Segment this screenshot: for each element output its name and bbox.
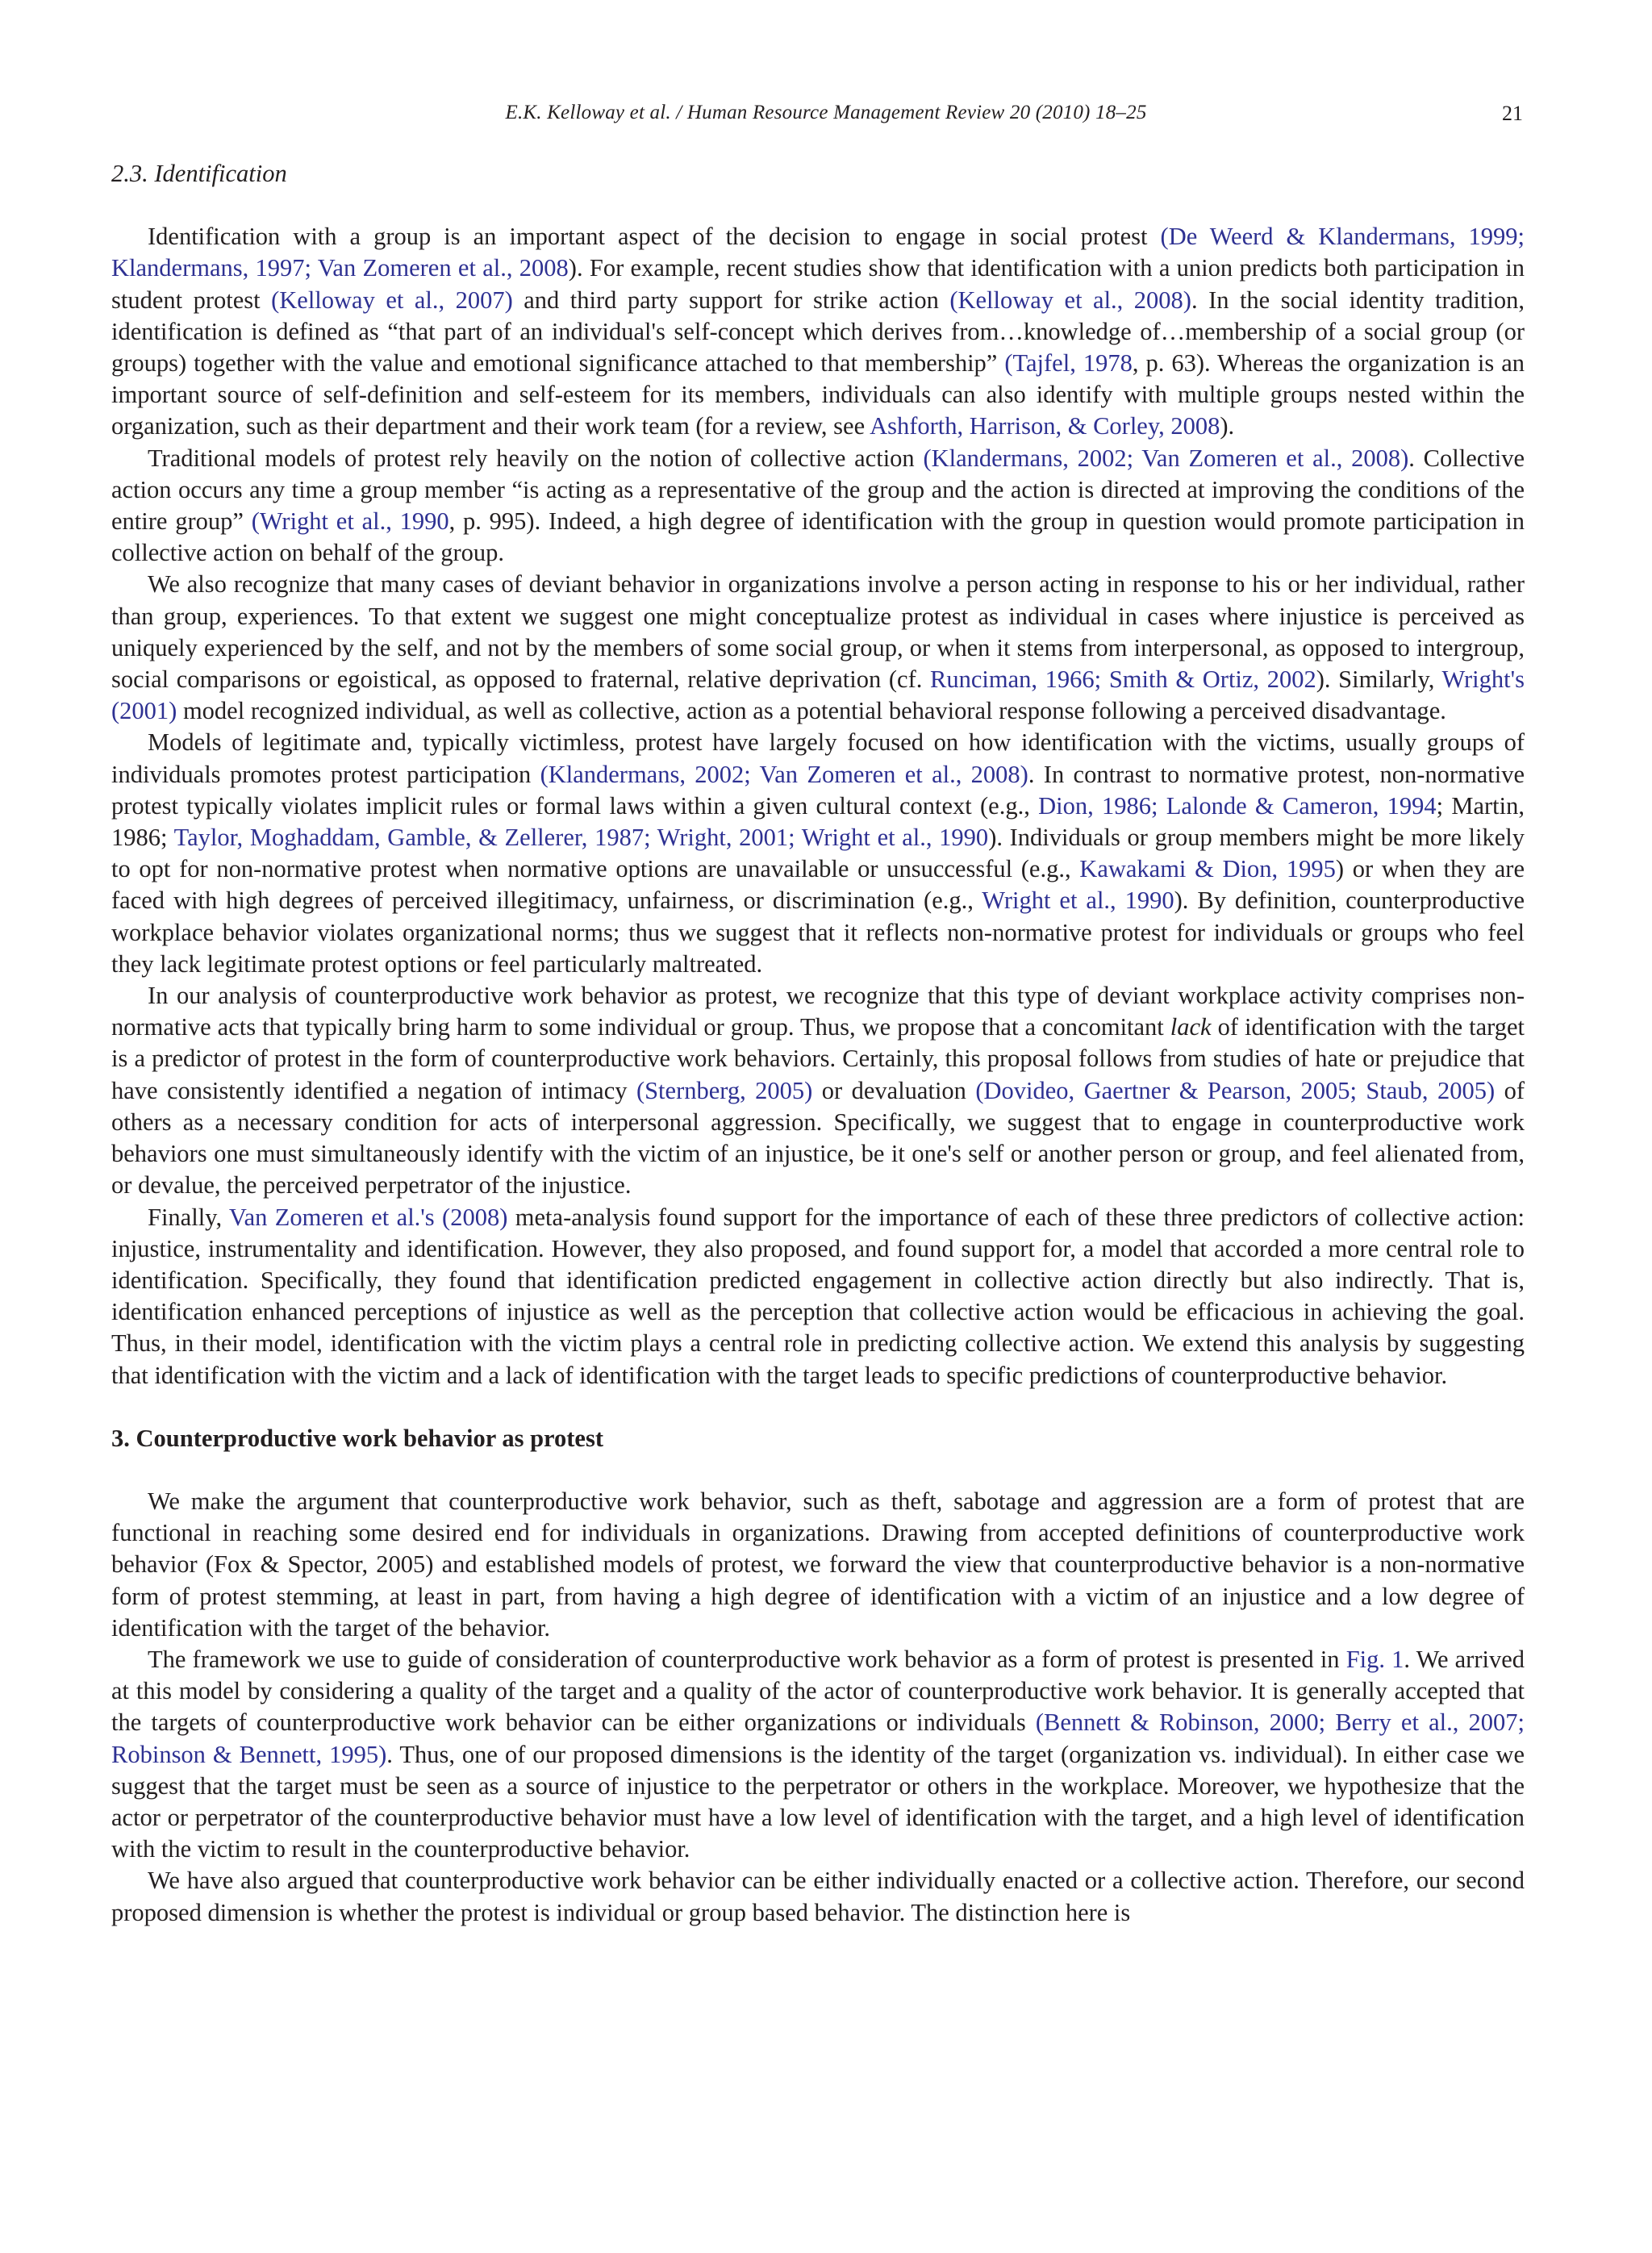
- text-run: . In the social identity tradition, identification is defined as “that part of an individual's self-concept which derives from…knowledge of…membership of a social group (or groups) together with the value and emotional significance attached to that membership”: [111, 286, 1525, 378]
- text-run: meta-analysis found support for the importance of each of these three predictors of collective action: injustice, instrumentality and identification. However, they also proposed, and found support for, a model that accorded a more central role to identification. Specifically, they found that identification predicted engagement in collective action directly but also indirectly. That is, identification enhanced perceptions of injustice as well as the perception that collective action would be efficacious in achieving the goal. Thus, in their model, identification with the victim plays a central role in predicting collective action. We extend this analysis by suggesting that identification with the victim and a lack of identification with the target leads to specific predictions of counterproductive behavior.: [111, 1203, 1525, 1389]
- text-run: . In contrast to normative protest, non-normative protest typically violates implicit rules or formal laws within a given cultural context (e.g.,: [111, 760, 1525, 820]
- text-run: , p. 63). Whereas the organization is an important source of self-definition and self-esteem for its members, individuals can also identify with multiple groups nested within the organization, such as their department and their work team (for a review, see: [111, 349, 1525, 440]
- text-run: . Collective action occurs any time a group member “is acting as a representative of the group and the action is directed at improving the conditions of the entire group”: [111, 444, 1525, 536]
- text-run: We make the argument that counterproductive work behavior, such as theft, sabotage and aggression are a form of protest that are functional in reaching some desired end for individuals in organizations. Drawing from accepted definitions of counterproductive work behavior (Fox & Spector, 2005) and established models of protest, we forward the view that counterproductive behavior is a non-normative form of protest stemming, at least in part, from having a high degree of identification with a victim of an injustice and a low degree of identification with the target of the behavior.: [111, 1487, 1525, 1642]
- citation-link[interactable]: (Sternberg, 2005): [636, 1076, 813, 1104]
- citation-link[interactable]: Runciman, 1966; Smith & Ortiz, 2002: [930, 665, 1316, 694]
- citation-link[interactable]: Fig. 1: [1345, 1645, 1404, 1673]
- paragraph: [111, 569, 1525, 727]
- citation-link[interactable]: Wright et al., 1990: [982, 887, 1174, 915]
- section-3-paragraphs: [111, 1486, 1525, 1929]
- citation-link[interactable]: (Klandermans, 2002; Van Zomeren et al., 2008): [540, 760, 1028, 788]
- section-2-3-paragraphs: [111, 221, 1525, 1391]
- citation-link[interactable]: (De Weerd & Klandermans, 1999; Klandermans, 1997; Van Zomeren et al., 2008: [111, 223, 1525, 282]
- emphasis-text: lack: [1170, 1013, 1212, 1041]
- section-heading: 3. Counterproductive work behavior as protest: [111, 1424, 603, 1452]
- text-run: model recognized individual, as well as collective, action as a potential behavioral response following a perceived disadvantage.: [177, 697, 1446, 725]
- text-run: ). By definition, counterproductive workplace behavior violates organizational norms; thus we suggest that it reflects non-normative protest for individuals or groups who feel they lack legitimate protest options or feel particularly maltreated.: [111, 887, 1525, 978]
- running-head: E.K. Kelloway et al. / Human Resource Management Review 20 (2010) 18–25: [505, 102, 1147, 123]
- text-run: The framework we use to guide of consideration of counterproductive work behavior as a form of protest is presented in: [148, 1645, 1346, 1673]
- text-run: In our analysis of counterproductive work behavior as protest, we recognize that this type of deviant workplace activity comprises non-normative acts that typically bring harm to some individual or group. Thus, we propose that a concomitant: [111, 982, 1525, 1041]
- text-run: ) or when they are faced with high degrees of perceived illegitimacy, unfairness, or discrimination (e.g.,: [111, 855, 1525, 915]
- citation-link[interactable]: Ashforth, Harrison, & Corley, 2008: [870, 412, 1220, 440]
- citation-link[interactable]: (Wright et al., 1990: [251, 507, 449, 536]
- citation-link[interactable]: (Klandermans, 2002; Van Zomeren et al., 2008): [923, 444, 1409, 472]
- text-run: or devaluation: [812, 1076, 976, 1104]
- citation-link[interactable]: Taylor, Moghaddam, Gamble, & Zellerer, 1987; Wright, 2001; Wright et al., 1990: [173, 824, 989, 852]
- paragraph: [111, 1486, 1525, 1644]
- paragraph: [111, 980, 1525, 1201]
- paragraph: [111, 1644, 1525, 1865]
- page-number: 21: [1502, 102, 1523, 125]
- text-run: ). Similarly,: [1316, 665, 1442, 694]
- paragraph: [111, 727, 1525, 980]
- text-run: ; Martin, 1986;: [111, 791, 1525, 852]
- citation-link[interactable]: Wright's (2001): [111, 665, 1525, 725]
- paragraph: [111, 443, 1525, 570]
- citation-link[interactable]: Dion, 1986; Lalonde & Cameron, 1994: [1038, 791, 1437, 820]
- text-run: and third party support for strike action: [512, 286, 950, 314]
- paragraph: [111, 1202, 1525, 1391]
- paragraph: [111, 221, 1525, 442]
- text-run: ).: [1220, 412, 1235, 440]
- text-run: We have also argued that counterproductive work behavior can be either individually enacted or a collective action. Therefore, our second proposed dimension is whether the protest is individual or group based behavior. The distinction here is: [111, 1867, 1525, 1926]
- text-run: , p. 995). Indeed, a high degree of identification with the group in question would promote participation in collective action on behalf of the group.: [111, 507, 1525, 567]
- article-body: [111, 158, 1525, 1929]
- text-run: of identification with the target is a predictor of protest in the form of counterproductive work behaviors. Certainly, this proposal follows from studies of hate or prejudice that have consistently identified a negation of intimacy: [111, 1013, 1525, 1104]
- citation-link[interactable]: (Kelloway et al., 2008): [949, 286, 1191, 314]
- citation-link[interactable]: (Dovideo, Gaertner & Pearson, 2005; Staub, 2005): [975, 1076, 1496, 1104]
- text-run: . Thus, one of our proposed dimensions is the identity of the target (organization vs. individual). In either case we suggest that the target must be seen as a source of injustice to the perpetrator or others in the workplace. Moreover, we hypothesize that the actor or perpetrator of the counterproductive behavior must have a low level of identification with the target, and a high level of identification with the victim to result in the counterproductive behavior.: [111, 1740, 1525, 1863]
- citation-link[interactable]: Kawakami & Dion, 1995: [1079, 855, 1336, 883]
- text-run: of others as a necessary condition for acts of interpersonal aggression. Specifically, we suggest that to engage in counterproductive work behaviors one must simultaneously identify with the victim of an injustice, be it one's self or another person or group, and feel alienated from, or devalue, the perceived perpetrator of the injustice.: [111, 1076, 1525, 1200]
- text-run: ). Individuals or group members might be more likely to opt for non-normative protest when normative options are unavailable or unsuccessful (e.g.,: [111, 824, 1525, 883]
- text-run: Models of legitimate and, typically victimless, protest have largely focused on how identification with the victims, usually groups of individuals promotes protest participation: [111, 728, 1525, 788]
- paragraph: [111, 1865, 1525, 1928]
- text-run: ). For example, recent studies show that identification with a union predicts both participation in student protest: [111, 254, 1525, 314]
- text-run: We also recognize that many cases of deviant behavior in organizations involve a person acting in response to his or her individual, rather than group, experiences. To that extent we suggest one might conceptualize protest as individual in cases where injustice is perceived as uniquely experienced by the self, and not by the members of some social group, or when it stems from interpersonal, as opposed to intergroup, social comparisons or egoistical, as opposed to fraternal, relative deprivation (cf.: [111, 570, 1525, 694]
- citation-link[interactable]: (Tajfel, 1978: [1004, 349, 1133, 378]
- text-run: Finally,: [148, 1203, 229, 1231]
- citation-link[interactable]: (Bennett & Robinson, 2000; Berry et al., 2007; Robinson & Bennett, 1995): [111, 1709, 1525, 1768]
- subsection-heading: 2.3. Identification: [111, 160, 287, 187]
- citation-link[interactable]: Van Zomeren et al.'s (2008): [228, 1203, 508, 1231]
- text-run: . We arrived at this model by considering a quality of the target and a quality of the actor of counterproductive work behavior. It is generally accepted that the targets of counterproductive work behavior can be either organizations or individuals: [111, 1645, 1525, 1737]
- citation-link[interactable]: (Kelloway et al., 2007): [271, 286, 513, 314]
- text-run: Traditional models of protest rely heavily on the notion of collective action: [148, 444, 924, 472]
- text-run: Identification with a group is an important aspect of the decision to engage in social protest: [148, 223, 1161, 251]
